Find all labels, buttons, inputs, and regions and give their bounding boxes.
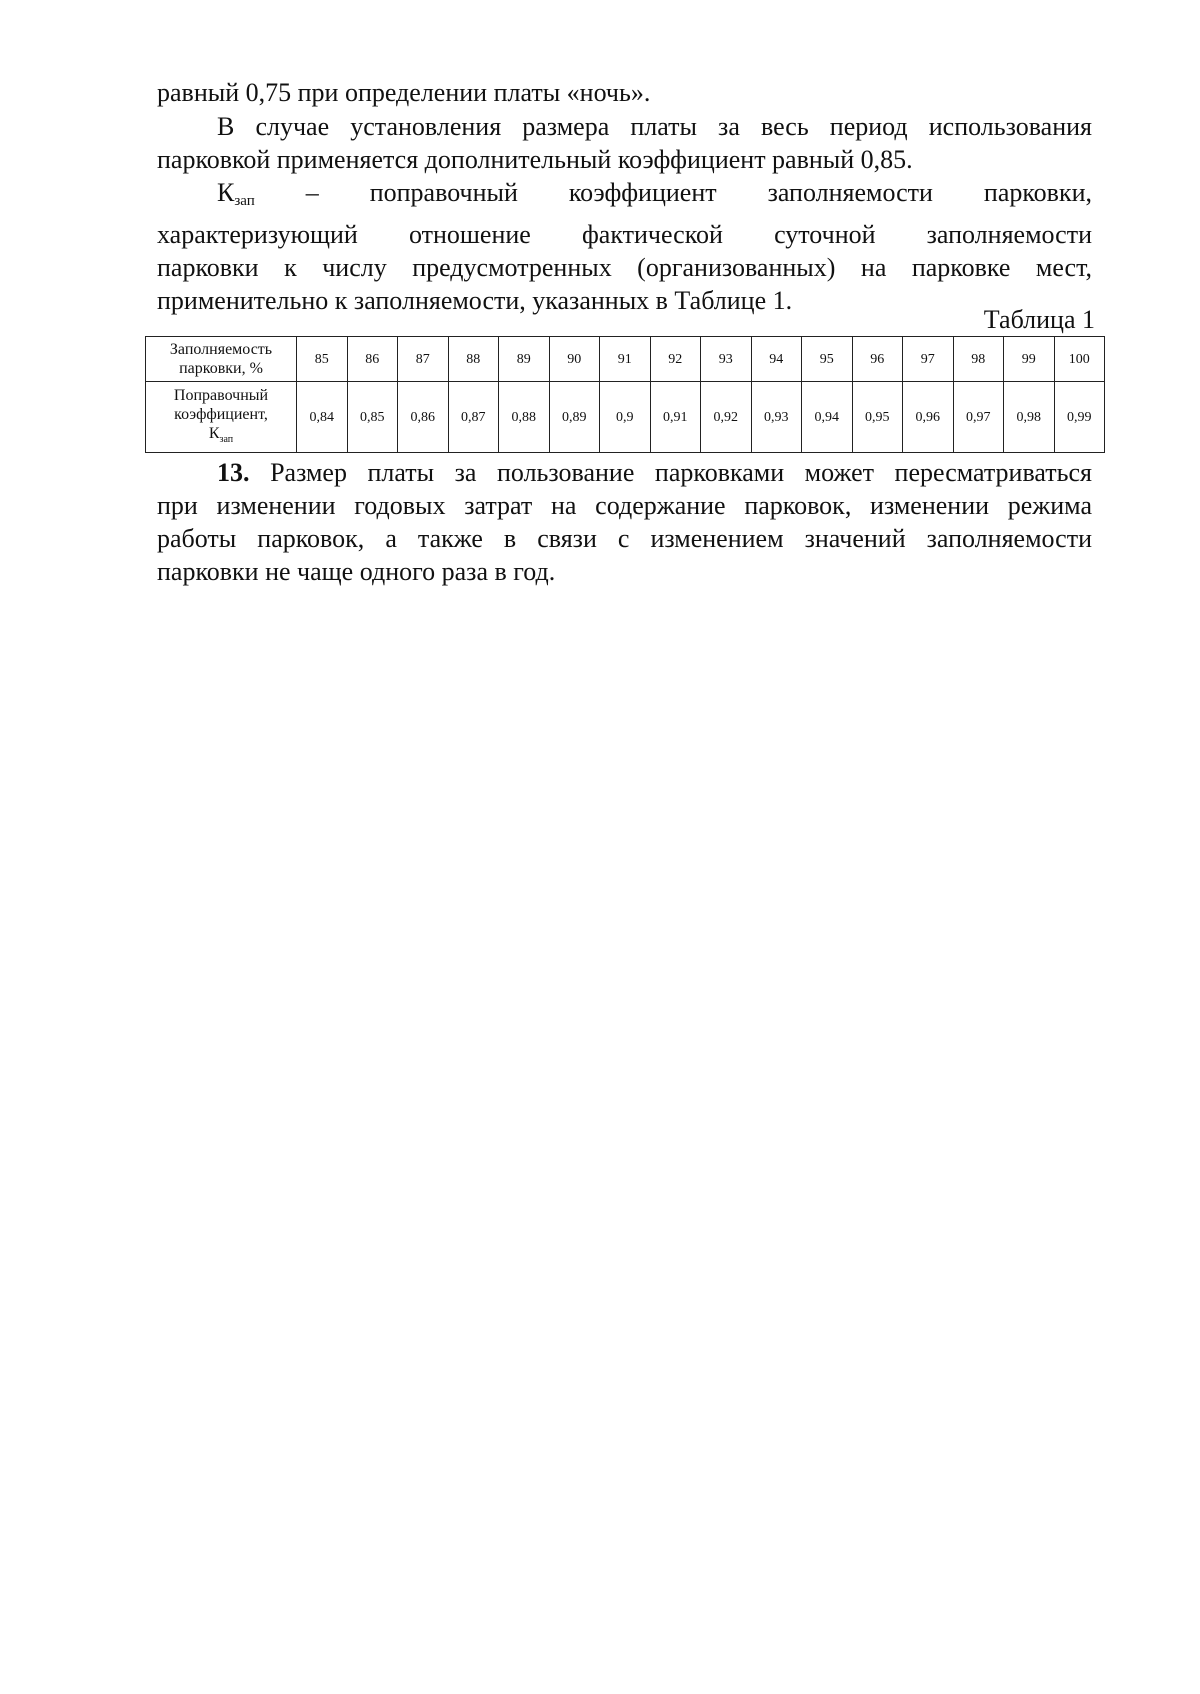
section-13-number: 13.: [217, 458, 250, 487]
coefficient-cell: 0,95: [852, 382, 903, 453]
coefficient-cell: 0,93: [751, 382, 802, 453]
k-definition-line-c: парковки к числу предусмотренных (организованных) на парковке мест,: [157, 253, 1092, 282]
paragraph-full-period: [157, 110, 1092, 176]
k-symbol: $К_{зап}$: [217, 178, 255, 209]
coefficient-cell: 0,97: [953, 382, 1004, 453]
full-period-line-a: В случае установления размера платы за весь период использования: [217, 112, 1092, 141]
coefficient-cell: 0,96: [903, 382, 954, 453]
occupancy-cell: 88: [448, 337, 499, 382]
k-subscript: зап: [234, 193, 255, 209]
occupancy-cell: 87: [398, 337, 449, 382]
occupancy-cell: 99: [1004, 337, 1055, 382]
coefficient-cell: 0,87: [448, 382, 499, 453]
table-caption: Таблица 1: [983, 305, 1095, 334]
k-definition-rest: – поправочный коэффициент заполняемости парковки,: [305, 178, 1092, 207]
paragraph-night-rate: [157, 76, 1092, 109]
night-rate-text: равный 0,75 при определении платы «ночь».: [157, 78, 651, 107]
occupancy-cell: 95: [802, 337, 853, 382]
occupancy-cell: 96: [852, 337, 903, 382]
occupancy-cell: 97: [903, 337, 954, 382]
section-13-line-d: парковки не чаще одного раза в год.: [157, 557, 556, 586]
occupancy-cell: 100: [1054, 337, 1105, 382]
coefficient-cell: 0,94: [802, 382, 853, 453]
row-header-coefficient: Поправочный коэффициент, $К_{зап}$: [146, 382, 297, 453]
occupancy-cell: 89: [499, 337, 550, 382]
coefficient-cell: 0,98: [1004, 382, 1055, 453]
coefficient-cell: 0,91: [650, 382, 701, 453]
occupancy-cell: 85: [297, 337, 348, 382]
coefficient-cell: 0,88: [499, 382, 550, 453]
occupancy-cell: 91: [600, 337, 651, 382]
row-header-occupancy: Заполняемость парковки, %: [146, 337, 297, 382]
occupancy-cell: 86: [347, 337, 398, 382]
coefficient-cell: 0,92: [701, 382, 752, 453]
coefficient-cell: 0,9: [600, 382, 651, 453]
table-row-occupancy: [146, 337, 1105, 382]
occupancy-cell: 90: [549, 337, 600, 382]
paragraph-13: [157, 456, 1092, 588]
k-definition-line-a: [157, 176, 1092, 218]
k-definition-line-b: характеризующий отношение фактической суточной заполняемости: [157, 220, 1092, 249]
section-13-line-c: работы парковок, а также в связи с изменением значений заполняемости: [157, 524, 1092, 553]
section-13-line-a: [157, 456, 1092, 489]
section-13-line-a-text: Размер платы за пользование парковками может пересматриваться: [270, 458, 1092, 487]
table-row-coefficient: [146, 382, 1105, 453]
occupancy-cell: 98: [953, 337, 1004, 382]
coefficient-cell: 0,99: [1054, 382, 1105, 453]
k-definition-line-d: применительно к заполняемости, указанных в Таблице 1.: [157, 286, 793, 315]
coefficient-cell: 0,84: [297, 382, 348, 453]
occupancy-cell: 92: [650, 337, 701, 382]
occupancy-cell: 93: [701, 337, 752, 382]
section-13-line-b: при изменении годовых затрат на содержание парковок, изменении режима: [157, 491, 1092, 520]
full-period-line-b: парковкой применяется дополнительный коэффициент равный 0,85.: [157, 145, 913, 174]
paragraph-k-definition: [157, 176, 1092, 317]
coefficient-table: [145, 336, 1105, 453]
coefficient-cell: 0,89: [549, 382, 600, 453]
coefficient-cell: 0,85: [347, 382, 398, 453]
occupancy-cell: 94: [751, 337, 802, 382]
coefficient-cell: 0,86: [398, 382, 449, 453]
